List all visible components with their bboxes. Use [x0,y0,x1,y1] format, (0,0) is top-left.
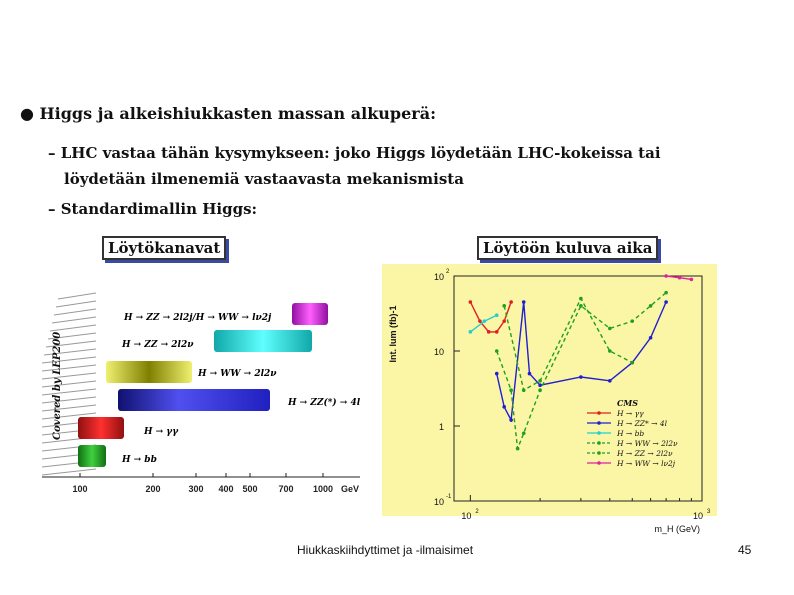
series-point-1 [509,418,513,422]
legend-label-3: H → WW → 2l2ν [617,439,678,448]
x-tick-label: 10 [692,511,704,521]
series-point-1 [495,372,499,376]
series-point-4 [538,379,542,383]
legend-marker-4 [597,451,601,455]
tick-gev: GeV [340,484,360,494]
series-point-3 [495,349,499,353]
sub-bullet-1-cont: löydetään ilmenemiä vastaavasta mekanismista [64,170,464,188]
series-point-4 [579,297,583,301]
x-axis-label: m_H (GeV) [654,524,700,534]
page-number: 45 [738,543,752,557]
lep-label: Covered by LEP200 [52,331,63,440]
series-point-3 [649,304,653,308]
x-tick-label: 10 [461,511,472,521]
bullet-dot: ● [20,104,40,123]
sub-bullet-2: – Standardimallin Higgs: [48,200,258,218]
legend-label-4: H → ZZ → 2l2ν [617,449,673,458]
legend-title: CMS [617,398,638,408]
tick-1000: 1000 [312,484,334,494]
series-point-0 [502,319,506,323]
bar-zz-4l [118,389,270,411]
bar-bb [78,445,106,467]
series-point-4 [630,361,634,365]
series-point-2 [495,313,499,317]
tick-300: 300 [188,484,204,494]
y-tick-label: 1 [438,422,444,432]
legend-label-0: H → γγ [617,409,644,418]
bar-gammagamma [78,417,124,439]
tick-400: 400 [218,484,234,494]
series-point-2 [469,330,473,334]
y-tick-exponent: -1 [446,494,452,500]
x-tick-exponent: 2 [475,509,479,515]
series-point-3 [608,327,612,331]
series-point-2 [483,319,487,323]
series-point-1 [664,300,668,304]
series-point-1 [649,336,653,340]
chan-label-5: H → bb [122,455,157,465]
tick-100: 100 [72,484,88,494]
series-point-3 [664,291,668,295]
box-right-label: Löytöön kuluva aika [477,236,658,260]
series-point-3 [538,388,542,392]
series-point-1 [502,405,506,409]
series-point-3 [516,447,520,451]
series-point-0 [478,319,482,323]
series-point-0 [469,300,473,304]
series-point-0 [487,330,491,334]
tick-200: 200 [145,484,161,494]
sub-bullet-1: – LHC vastaa tähän kysymykseen: joko Higgs löydetään LHC-kokeissa tai [48,144,661,162]
series-point-4 [502,304,506,308]
series-point-3 [509,388,513,392]
series-point-5 [690,278,694,282]
chan-label-4: H → γγ [144,427,179,437]
box-left-label: Löytökanavat [102,236,226,260]
channels-diagram [38,285,368,500]
series-point-4 [522,388,526,392]
series-point-1 [579,375,583,379]
series-point-1 [608,379,612,383]
bullet-heading: ● Higgs ja alkeishiukkasten massan alkuperä: [20,104,436,123]
legend-marker-3 [597,441,601,445]
y-axis-label: Int. lum (fb)-1 [388,305,398,363]
chan-label-0: H → ZZ → 2l2j/H → WW → lν2j [124,313,272,323]
series-point-3 [522,431,526,435]
tick-500: 500 [242,484,258,494]
series-point-4 [608,349,612,353]
legend-marker-1 [597,421,601,425]
legend-marker-0 [597,411,601,415]
chan-label-3: H → ZZ(*) → 4l [288,398,361,408]
y-tick-label: 10 [433,347,444,357]
series-point-1 [528,372,532,376]
series-point-5 [678,276,682,280]
y-tick-label: 10 [433,497,444,507]
series-point-5 [664,274,668,278]
luminosity-chart [382,264,717,539]
y-tick-label: 10 [433,272,444,282]
series-point-3 [579,304,583,308]
x-axis-ticks [80,473,323,477]
legend-label-1: H → ZZ* → 4l [617,419,667,428]
chan-label-2: H → WW → 2l2ν [198,369,277,379]
series-point-0 [495,330,499,334]
x-tick-exponent: 3 [707,509,711,515]
tick-700: 700 [278,484,294,494]
legend-label-2: H → bb [617,429,645,438]
series-point-1 [522,300,526,304]
series-point-1 [538,383,542,387]
chan-label-1: H → ZZ → 2l2ν [122,340,194,350]
series-point-3 [630,319,634,323]
y-tick-exponent: 2 [446,269,450,275]
legend-marker-5 [597,461,601,465]
bar-zz-2l2nu [214,330,312,352]
bar-zz-2l2j [292,303,328,325]
legend-marker-2 [597,431,601,435]
footer-title: Hiukkaskiihdyttimet ja -ilmaisimet [297,543,474,557]
series-point-0 [509,300,513,304]
bar-ww-2l2nu [106,361,192,383]
legend-label-5: H → WW → lν2j [617,459,676,468]
